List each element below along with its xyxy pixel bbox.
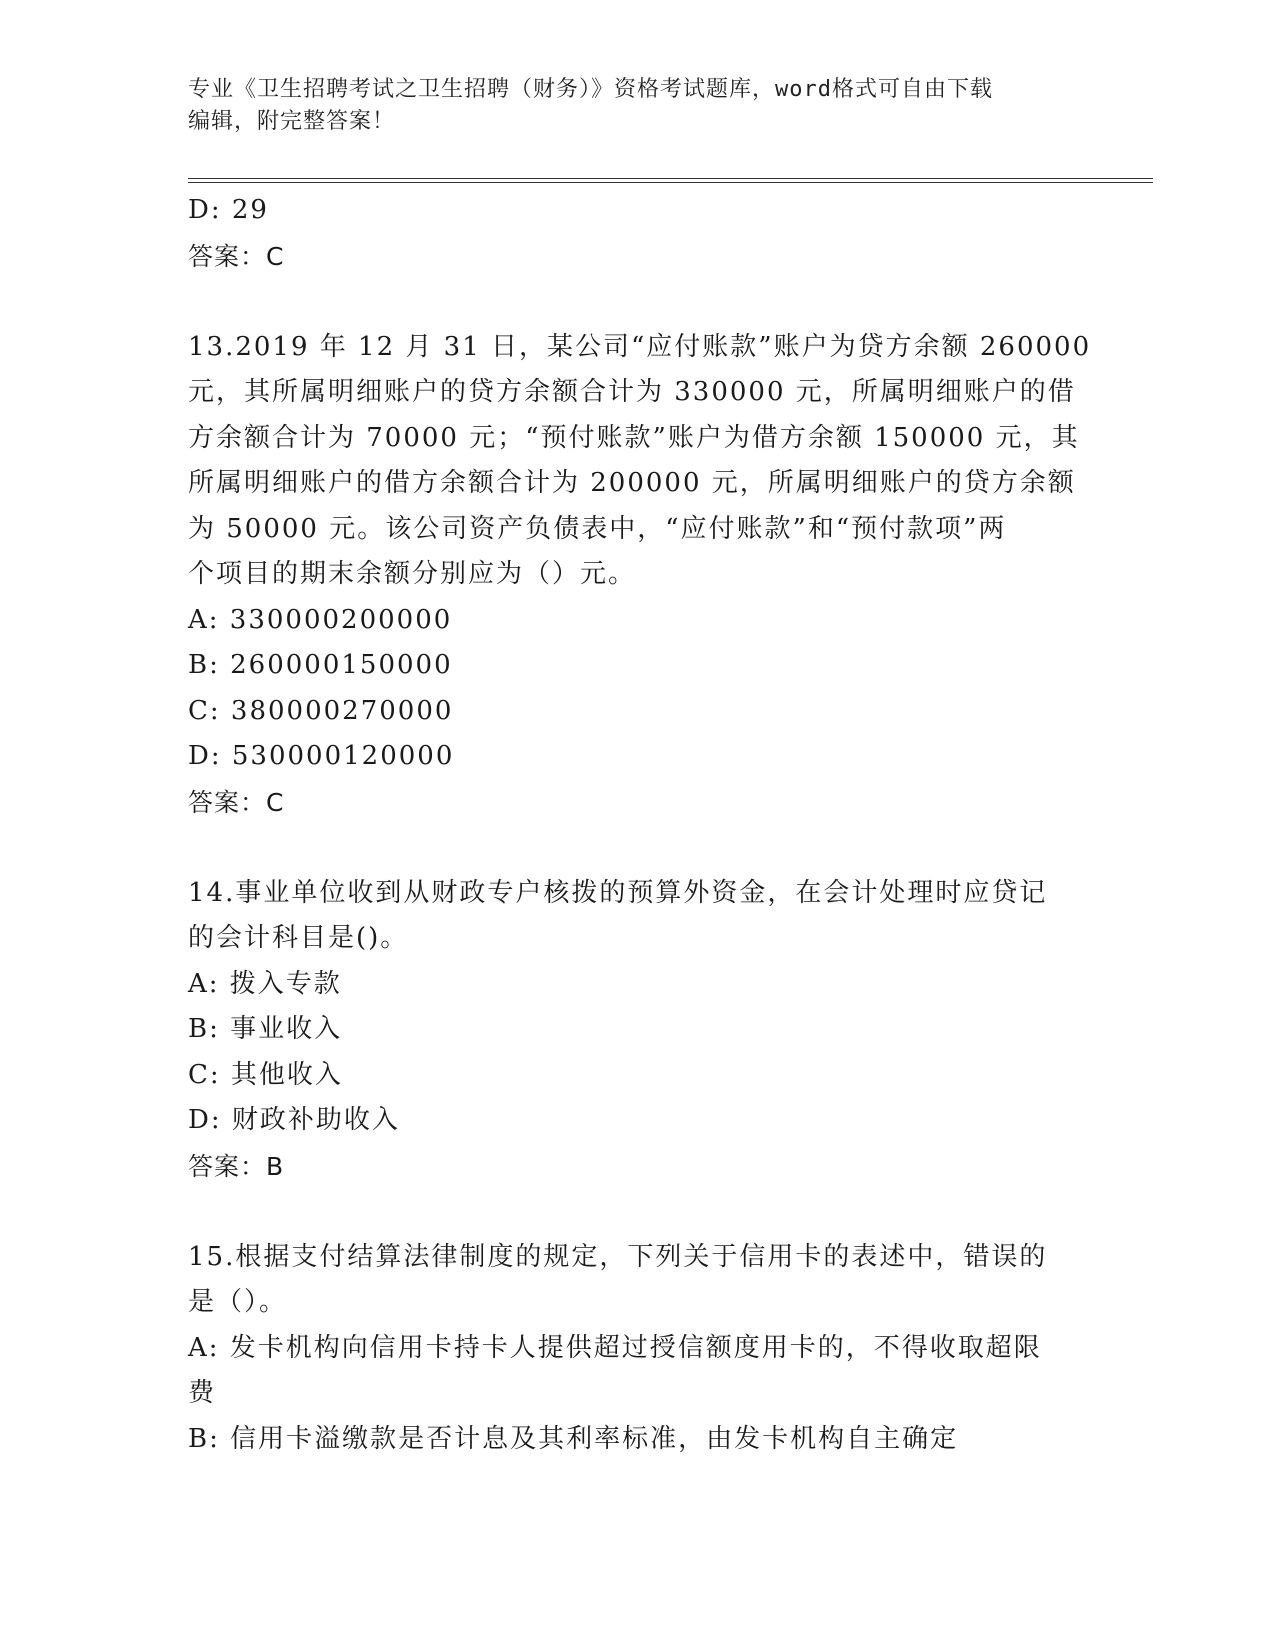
option-d: D: 530000120000 [188,741,455,771]
option-a: A: 发卡机构向信用卡持卡人提供超过授信额度用卡的，不得收取超限 [188,1332,1042,1363]
question-stem-line: 的会计科目是()。 [188,923,409,953]
question-stem-line: 14.事业单位收到从财政专户核拨的预算外资金，在会计处理时应贷记 [188,877,1048,908]
question-stem-line: 为 50000 元。该公司资产负债表中，“应付账款”和“预付款项”两 [188,513,1007,544]
question-12-tail [188,188,1078,279]
answer-line: 答案：C [188,787,285,817]
option-c: C: 其他收入 [188,1059,343,1090]
option-b: B: 信用卡溢缴款是否计息及其利率标准，由发卡机构自主确定 [188,1423,959,1454]
question-stem-line: 是（）。 [188,1287,288,1317]
answer-line: 答案：B [188,1151,285,1181]
option-b: B: 260000150000 [188,650,453,680]
spacer [188,1189,1078,1235]
question-15 [188,1235,1078,1463]
option-a: A: 330000200000 [188,604,453,635]
spacer [188,825,1078,871]
spacer [188,279,1078,325]
question-13 [188,325,1092,826]
option-d: D: 财政补助收入 [188,1105,400,1135]
question-stem-line: 个项目的期末余额分别应为（）元。 [188,559,637,589]
question-stem-line: 方余额合计为 70000 元；“预付账款”账户为借方余额 150000 元，其 [188,422,1080,453]
question-list [188,188,1092,1462]
answer-line: 答案：C [188,241,285,271]
header-divider-top [188,178,1153,179]
document-header [188,74,1068,138]
option-a-continued: 费 [188,1378,217,1408]
header-line-1: 专业《卫生招聘考试之卫生招聘（财务）》资格考试题库，word格式可自由下载 [188,77,993,102]
option-b: B: 事业收入 [188,1014,343,1044]
option-d: D: 29 [188,195,269,225]
question-stem-line: 元，其所属明细账户的贷方余额合计为 330000 元，所属明细账户的借 [188,377,1076,407]
question-stem-line: 所属明细账户的借方余额合计为 200000 元，所属明细账户的贷方余额 [188,468,1076,498]
question-stem-line: 15.根据支付结算法律制度的规定，下列关于信用卡的表述中，错误的 [188,1241,1048,1272]
option-c: C: 380000270000 [188,695,454,726]
question-14 [188,871,1078,1190]
question-stem-line: 13.2019 年 12 月 31 日，某公司“应付账款”账户为贷方余额 260000 [188,331,1092,362]
header-divider-bottom [188,182,1153,183]
header-line-2: 编辑，附完整答案！ [188,109,396,134]
option-a: A: 拨入专款 [188,968,342,999]
